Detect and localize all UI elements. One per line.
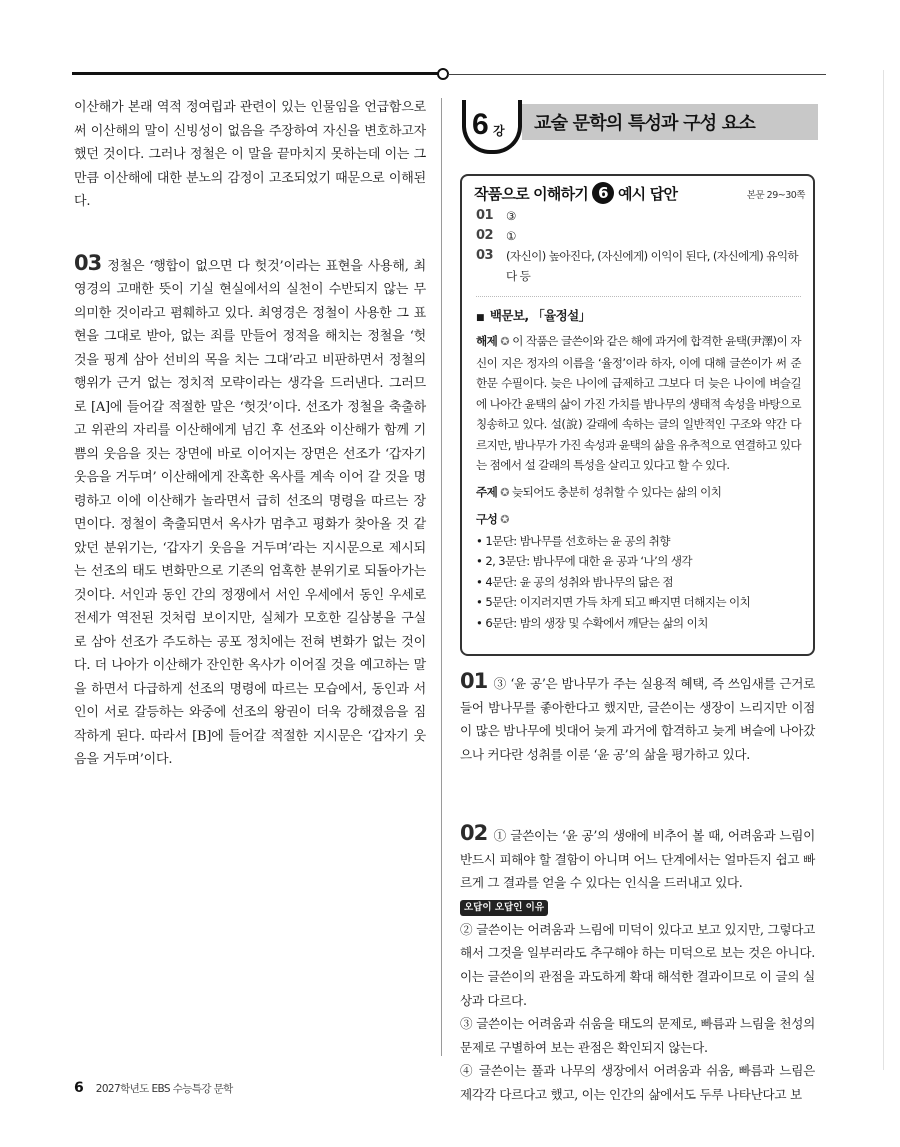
theme-text: 늦되어도 충분히 성취할 수 있다는 삶의 이치	[512, 484, 722, 499]
question-number: 02	[460, 821, 488, 845]
scan-edge	[883, 70, 884, 1070]
chapter-badge-frame	[462, 100, 522, 154]
structure-list	[476, 531, 801, 634]
book-title: 2027학년도 EBS 수능특강 문학	[95, 1082, 233, 1095]
answer-row	[476, 206, 801, 226]
structure-section	[476, 509, 801, 531]
answer-box-prefix: 작품으로 이해하기	[474, 184, 588, 203]
answer-row	[476, 246, 801, 286]
question-03-explanation	[74, 252, 426, 772]
question-number: 01	[460, 669, 488, 693]
answer-value: (자신이) 높아진다, (자신에게) 이익이 된다, (자신에게) 유익하다 등	[506, 249, 799, 283]
explanation-text: ③ ‘윤 공’은 밤나무가 주는 실용적 혜택, 즉 쓰임새를 근거로 들어 밤나무를 좋아한다고 했지만, 글쓴이는 생장이 느리지만 이점이 많은 밤나무에 빗대어 늦게 과거에 합격하고 늦게 벼슬에 나아갔으나 커다란 성취를 이룬 ‘윤 공’의 삶을 평가하고 있다.	[460, 676, 815, 762]
gear-icon: ✪	[500, 485, 509, 499]
answer-number: 03	[476, 248, 493, 263]
header-rule-thin	[448, 74, 826, 75]
left-column	[74, 96, 426, 772]
answer-box-header	[474, 182, 677, 204]
structure-item: • 2, 3문단: 밤나무에 대한 윤 공과 ‘나’의 생각	[476, 551, 801, 572]
continued-paragraph: 이산해가 본래 역적 정여립과 관련이 있는 인물임을 언급함으로써 이산해의 말이 신빙성이 없음을 주장하여 자신을 변호하고자 했던 것이다. 그러나 정철은 이 말을 끝마치지 못하는데 이는 그만큼 이산해에 대한 분노의 감정이 고조되었기 때문으로 이해된다.	[74, 100, 426, 209]
explanation-02-text	[460, 822, 815, 895]
answer-box-body	[476, 206, 801, 633]
wrong-answer-tag: 오답이 오답인 이유	[460, 900, 548, 916]
chapter-header	[460, 96, 815, 158]
page-reference: 본문 29~30쪽	[746, 190, 805, 201]
chapter-title: 교술 문학의 특성과 구성 요소	[534, 113, 755, 134]
answer-value: ③	[506, 209, 516, 223]
wrong-item: ② 글쓴이는 어려움과 느림에 미덕이 있다고 보고 있지만, 그렇다고 해서 그것을 일부러라도 추구해야 하는 미덕으로 보는 것은 아니다. 이는 글쓴이의 관점을 과도하게 확대 해석한 결과이므로 이 글의 실상과 다르다.	[460, 921, 815, 1008]
wrong-item: ③ 글쓴이는 어려움과 쉬움을 태도의 문제로, 빠름과 느림을 천성의 문제로 구별하여 보는 관점은 확인되지 않는다.	[460, 1016, 815, 1055]
explanation-01-text	[460, 670, 815, 766]
answer-box	[460, 174, 815, 656]
dotted-divider	[476, 296, 801, 297]
work-title-text: 백문보, 「율정설」	[489, 308, 591, 323]
work-title	[476, 305, 801, 329]
page-footer	[74, 1080, 233, 1096]
answer-value: ①	[506, 229, 516, 243]
wrong-item: ④ 글쓴이는 풀과 나무의 생장에서 어려움과 쉬움, 빠름과 느림은 제각각 다르다고 했고, 이는 인간의 삶에서도 두루 나타난다고 보	[460, 1063, 815, 1102]
question-number: 03	[74, 250, 102, 275]
explanation-text: ① 글쓴이는 ‘윤 공’의 생애에 비추어 볼 때, 어려움과 느림이 반드시 피해야 할 결함이 아니며 어느 단계에서는 얼마든지 쉽고 빠르게 그 결과를 얻을 수 있다는 인식을 드러내고 있다.	[460, 828, 815, 891]
theme-section	[476, 482, 801, 504]
theme-label: 주제	[476, 484, 498, 499]
explanation-01	[460, 670, 815, 766]
chapter-suffix: 강	[493, 124, 505, 138]
answer-row	[476, 226, 801, 246]
square-bullet-icon: ■	[476, 313, 484, 323]
section-number-badge: 6	[592, 182, 614, 204]
page-number: 6	[74, 1080, 84, 1096]
gear-icon: ✪	[500, 513, 509, 526]
gear-icon: ✪	[500, 335, 510, 348]
right-column	[460, 96, 815, 1102]
answer-number: 02	[476, 228, 493, 243]
haeje-section	[476, 331, 801, 476]
structure-item: • 4문단: 윤 공의 성취와 밤나무의 닮은 점	[476, 572, 801, 593]
question-text: 정철은 ‘행합이 없으면 다 헛것’이라는 표현을 사용해, 최영경의 고매한 뜻이 기실 현실에서의 실천이 수반되지 않는 무의미한 것이라고 폄훼하고 있다. 최영경은 정철이 사용한 그 표현을 그대로 받아, 없는 죄를 만들어 정적을 해치는 정철을 ‘헛것을 핑계 삼아 선비의 목을 치는 그대’라고 비판하면서 정철의 행위가 근거 없는 정치적 모략이라는 생각을 드러낸다. 그러므로 [A]에 들어갈 적절한 말은 ‘헛것’이다. 선조가 정철을 축출하고 위관의 자리를 이산해에게 넘긴 후 선조와 이산해가 함께 기쁨의 웃음을 짓는 장면에 바로 이어지는 장면은 선조가 ‘갑자기 웃음을 거두며’ 이산해에게 잔혹한 옥사를 계속 이어 갈 것을 명령하고 이에 이산해가 놀라면서 급히 선조의 명령을 따르는 장면이다. 정철이 축출되면서 옥사가 멈추고 평화가 찾아올 것 같았던 분위기는, ‘갑자기 웃음을 거두며’라는 지시문으로 제시되는 선조의 태도 변화만으로 기존의 엄혹한 분위기로 되돌아가는 것이다. 서인과 동인 간의 정쟁에서 서인 우세에서 동인 우세로 전세가 역전된 것처럼 보이지만, 실체가 모호한 길삼봉을 구실로 삼아 선조가 주도하는 공포 정치에는 전혀 변화가 없는 것이다. 더 나아가 이산해가 잔인한 옥사가 이어질 것을 예고하는 말을 하면서 다급하게 선조의 명령에 따르는 모습에서, 동인과 서인이 서로 갈등하는 와중에 선조의 왕권이 더욱 강해졌음을 짐작하게 된다. 따라서 [B]에 들어갈 적절한 지시문은 ‘갑자기 웃음을 거두며’이다.	[74, 258, 426, 767]
explanation-02	[460, 822, 815, 1107]
column-divider	[441, 98, 442, 1056]
structure-item: • 1문단: 밤나무를 선호하는 윤 공의 취향	[476, 531, 801, 552]
structure-label: 구성	[476, 512, 498, 526]
haeje-text: 이 작품은 글쓴이와 같은 해에 과거에 합격한 윤택(尹澤)이 자신이 지은 정자의 이름을 ‘율정’이라 하자, 이에 대해 글쓴이가 써 준 한문 수필이다. 늦은 나이에 급제하고 그보다 더 늦은 나이에 벼슬길에 나아간 윤택의 삶이 가진 가치를 밤나무의 생태적 속성을 바탕으로 칭송하고 있다. 설(說) 갈래에 속하는 글의 일반적인 구조와 약간 다르지만, 밤나무가 가진 속성과 윤택의 삶을 유추적으로 연결하고 있다는 점에서 설 갈래의 특성을 살리고 있다고 할 수 있다.	[476, 334, 801, 472]
answer-number: 01	[476, 208, 493, 223]
haeje-label: 해제	[476, 334, 498, 348]
structure-item: • 6문단: 밤의 생장 및 수확에서 깨닫는 삶의 이치	[476, 613, 801, 634]
chapter-number: 6	[472, 108, 487, 141]
answer-box-suffix: 예시 답안	[617, 184, 678, 203]
header-rule	[72, 72, 440, 75]
structure-item: • 5문단: 이지러지면 가득 차게 되고 빠지면 더해지는 이치	[476, 592, 801, 613]
